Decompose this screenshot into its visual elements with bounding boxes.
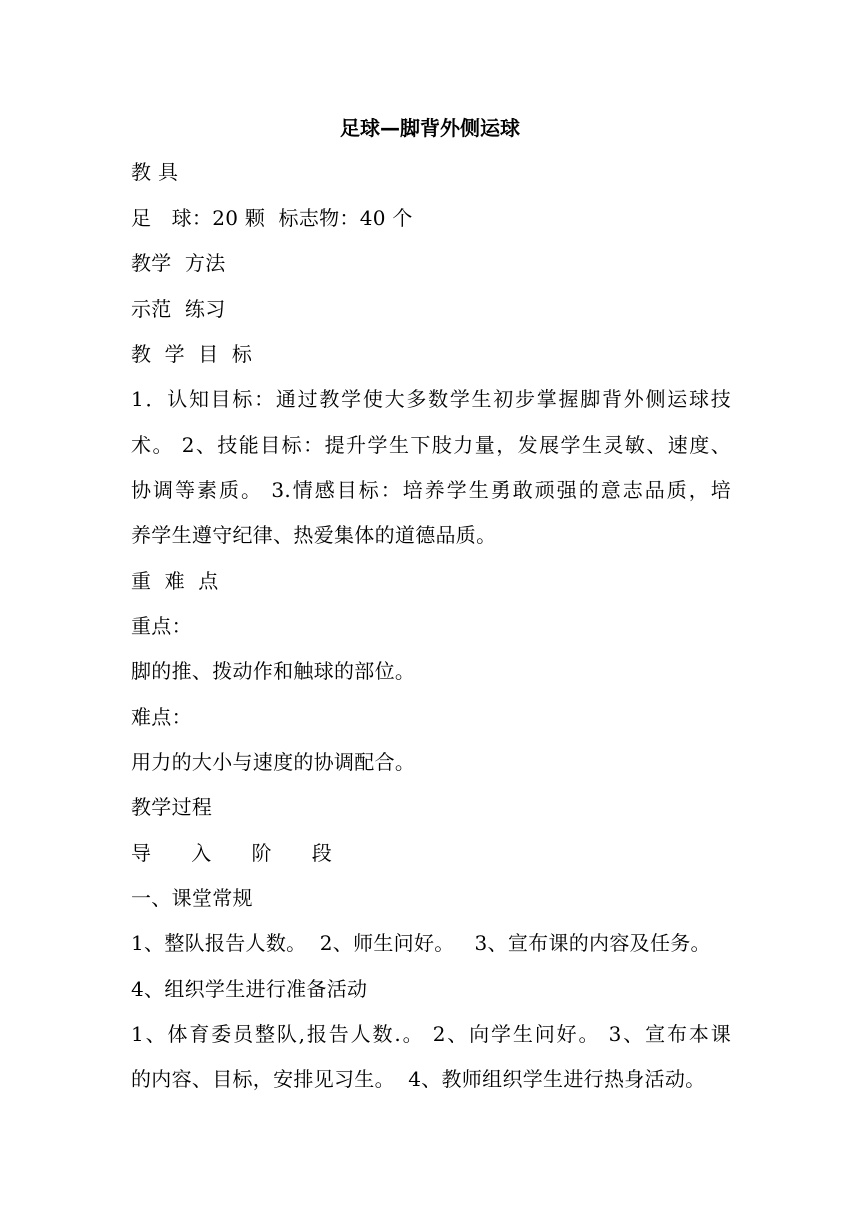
document-title: 足球—脚背外侧运球 [340,116,520,140]
section-heading-key-points: 重 难 点 [131,569,219,593]
teacher-steps-line-1: 1、体育委员整队,报告人数.。 2、向学生问好。 3、宣布本课 [131,1022,731,1046]
objectives-line-1: 1．认知目标：通过教学使大多数学生初步掌握脚背外侧运球技 [131,387,731,411]
stage-heading-intro: 导 入 阶 段 [131,841,333,865]
section-heading-process: 教学过程 [131,795,213,819]
routine-steps: 1、整队报告人数。 2、师生问好。 3、宣布课的内容及任务。 [131,931,711,955]
section-heading-method: 教学 方法 [131,251,226,275]
teacher-steps-line-2: 的内容、目标，安排见习生。 4、教师组织学生进行热身活动。 [131,1067,706,1091]
warmup-heading: 4、组织学生进行准备活动 [131,977,368,1001]
key-point-label: 重点： [131,614,192,638]
key-point-text: 脚的推、拨动作和触球的部位。 [131,659,416,683]
difficulty-text: 用力的大小与速度的协调配合。 [131,750,416,774]
objectives-line-2: 术。 2、技能目标：提升学生下肢力量，发展学生灵敏、速度、 [131,433,731,457]
section-heading-equipment: 教 具 [131,160,179,184]
section-heading-objectives: 教 学 目 标 [131,342,253,366]
routine-heading: 一、课堂常规 [131,886,253,910]
method-text: 示范 练习 [131,297,226,321]
objectives-line-4: 养学生遵守纪律、热爱集体的道德品质。 [131,523,497,547]
difficulty-label: 难点： [131,705,192,729]
equipment-text: 足 球：20 颗 标志物：40 个 [131,206,413,230]
objectives-line-3: 协调等素质。 3.情感目标：培养学生勇敢顽强的意志品质，培 [131,478,731,502]
